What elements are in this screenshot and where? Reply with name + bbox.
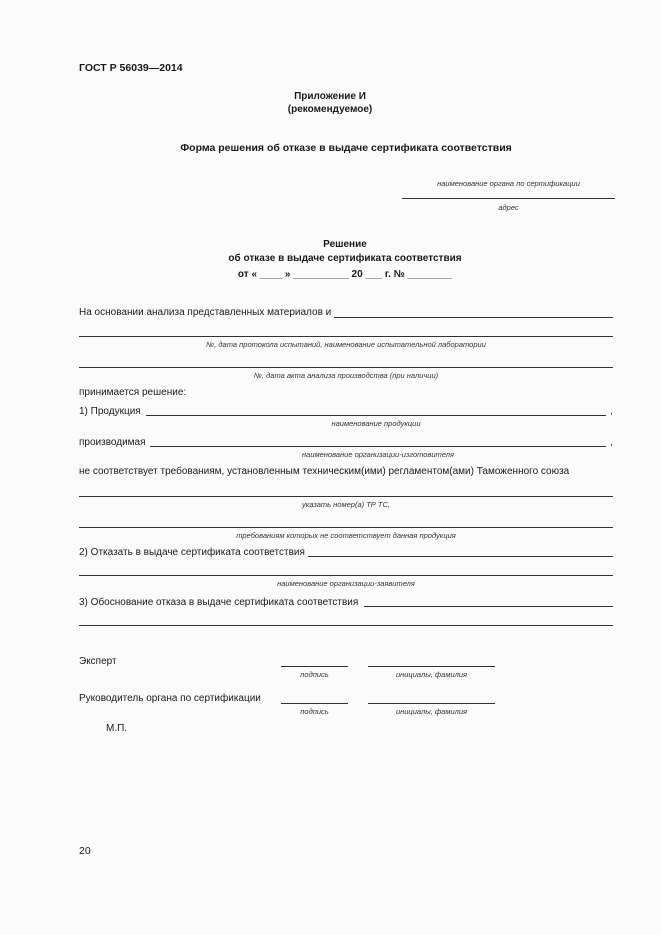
expert-name-caption: инициалы, фамилия [395, 670, 468, 679]
requirements-caption: требованиям которых не соответствует данная продукция [236, 531, 456, 540]
produced-label: производимая [79, 437, 146, 448]
product-caption: наименование продукции [331, 419, 421, 428]
appendix-subtitle: (рекомендуемое) [287, 104, 373, 115]
protocol-caption: №, дата протокола испытаний, наименование испытательной лаборатории [206, 340, 486, 349]
basis-text: На основании анализа представленных материалов и [79, 307, 332, 318]
head-signature-caption: подпись [300, 707, 329, 716]
tr-line[interactable] [79, 496, 613, 497]
noncompliance-text: не соответствует требованиям, установленным техническим(ими) регламентом(ами) Таможенного союза [79, 466, 570, 477]
expert-signature-line[interactable] [281, 666, 348, 667]
production-act-caption: №, дата акта анализа производства (при наличии) [253, 371, 439, 380]
justification-line-1[interactable] [364, 606, 613, 607]
basis-line-1[interactable] [334, 317, 613, 318]
item1-comma: , [610, 406, 613, 417]
produced-comma: , [610, 437, 613, 448]
head-name-caption: инициалы, фамилия [395, 707, 468, 716]
applicant-line-2[interactable] [79, 575, 613, 576]
tr-caption: указать номер(а) ТР ТС, [302, 500, 390, 509]
decision-date-line: от « ____ » __________ 20 ___ г. № ________ [237, 269, 453, 280]
form-title: Форма решения об отказе в выдаче сертификата соответствия [180, 142, 512, 154]
page-number: 20 [79, 845, 91, 857]
decision-made-text: принимается решение: [79, 387, 187, 398]
requirements-line[interactable] [79, 527, 613, 528]
expert-signature-caption: подпись [300, 670, 329, 679]
manufacturer-line[interactable] [150, 446, 606, 447]
item3-label: 3) Обоснование отказа в выдаче сертификата соответствия [79, 597, 359, 608]
address-line[interactable] [402, 198, 615, 199]
justification-line-2[interactable] [79, 625, 613, 626]
decision-subtitle: об отказе в выдаче сертификата соответствия [228, 253, 462, 264]
item2-label: 2) Отказать в выдаче сертификата соответствия [79, 547, 305, 558]
product-line[interactable] [146, 415, 606, 416]
head-label: Руководитель органа по сертификации [79, 693, 261, 704]
manufacturer-caption: наименование организации-изготовителя [302, 450, 454, 459]
stamp-label: М.П. [106, 723, 128, 734]
decision-title: Решение [323, 239, 367, 250]
head-signature-line[interactable] [281, 703, 348, 704]
appendix-title: Приложение И [294, 91, 366, 102]
applicant-line-1[interactable] [308, 556, 613, 557]
document-code: ГОСТ Р 56039—2014 [79, 62, 183, 74]
basis-line-2[interactable] [79, 336, 613, 337]
applicant-caption: наименование организации-заявителя [277, 579, 415, 588]
org-caption: наименование органа по сертификации [437, 179, 580, 188]
basis-line-3[interactable] [79, 367, 613, 368]
expert-label: Эксперт [79, 656, 117, 667]
expert-name-line[interactable] [368, 666, 495, 667]
item1-label: 1) Продукция [79, 406, 141, 417]
head-name-line[interactable] [368, 703, 495, 704]
address-caption: адрес [498, 203, 519, 212]
